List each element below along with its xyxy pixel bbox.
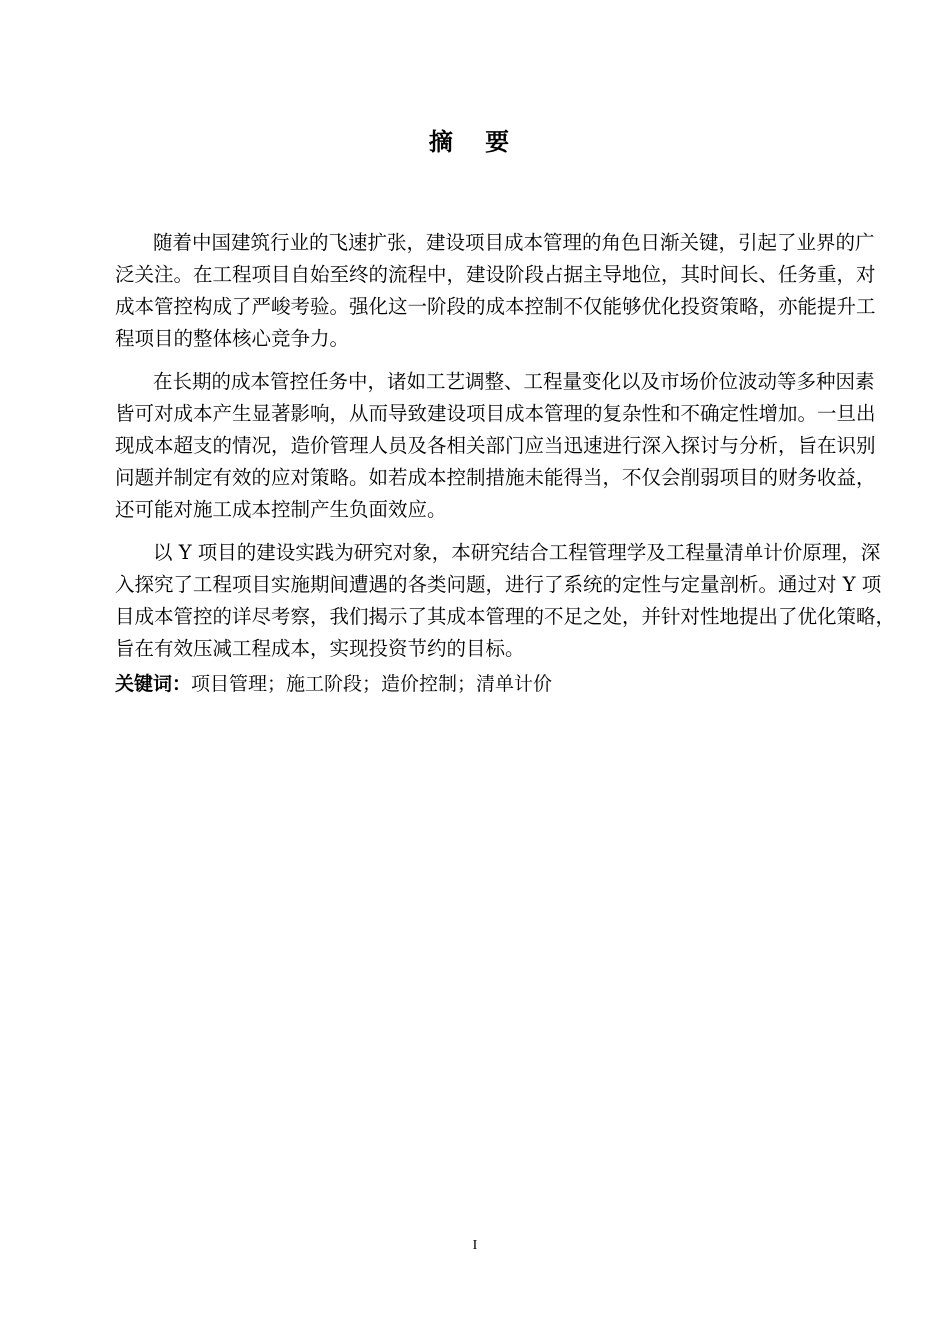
paragraph-line: 皆可对成本产生显著影响，从而导致建设项目成本管理的复杂性和不确定性增加。一旦出 bbox=[115, 402, 876, 425]
abstract-body bbox=[115, 227, 896, 665]
paragraph-line: 入探究了工程项目实施期间遭遇的各类问题，进行了系统的定性与定量剖析。通过对 Y 项 bbox=[115, 573, 882, 596]
paragraph-3 bbox=[115, 537, 896, 665]
paragraph-line: 成本管控构成了严峻考验。强化这一阶段的成本控制不仅能够优化投资策略，亦能提升工 bbox=[115, 295, 876, 318]
keywords bbox=[115, 668, 552, 700]
paragraph-line: 旨在有效压减工程成本，实现投资节约的目标。 bbox=[115, 637, 525, 660]
keywords-value: 项目管理；施工阶段；造价控制；清单计价 bbox=[191, 673, 553, 695]
abstract-title: 摘 要 bbox=[428, 127, 522, 156]
paragraph-line: 以 Y 项目的建设实践为研究对象，本研究结合工程管理学及工程量清单计价原理，深 bbox=[153, 541, 881, 564]
paragraph-line: 现成本超支的情况，造价管理人员及各相关部门应当迅速进行深入探讨与分析，旨在识别 bbox=[115, 434, 876, 457]
page-number: I bbox=[472, 1238, 478, 1253]
paragraph-2 bbox=[115, 366, 876, 526]
keywords-label: 关键词： bbox=[115, 673, 192, 695]
paragraph-1 bbox=[115, 227, 876, 355]
paragraph-line: 在长期的成本管控任务中，诸如工艺调整、工程量变化以及市场价位波动等多种因素 bbox=[153, 370, 875, 393]
paragraph-line: 目成本管控的详尽考察，我们揭示了其成本管理的不足之处，并针对性地提出了优化策略， bbox=[115, 605, 896, 628]
paragraph-line: 泛关注。在工程项目自始至终的流程中，建设阶段占据主导地位，其时间长、任务重，对 bbox=[115, 263, 876, 286]
paragraph-line: 随着中国建筑行业的飞速扩张，建设项目成本管理的角色日渐关键，引起了业界的广 bbox=[153, 231, 875, 254]
paragraph-line: 程项目的整体核心竞争力。 bbox=[115, 327, 350, 350]
paragraph-line: 还可能对施工成本控制产生负面效应。 bbox=[115, 498, 447, 521]
paragraph-line: 问题并制定有效的应对策略。如若成本控制措施未能得当，不仅会削弱项目的财务收益， bbox=[115, 466, 876, 489]
